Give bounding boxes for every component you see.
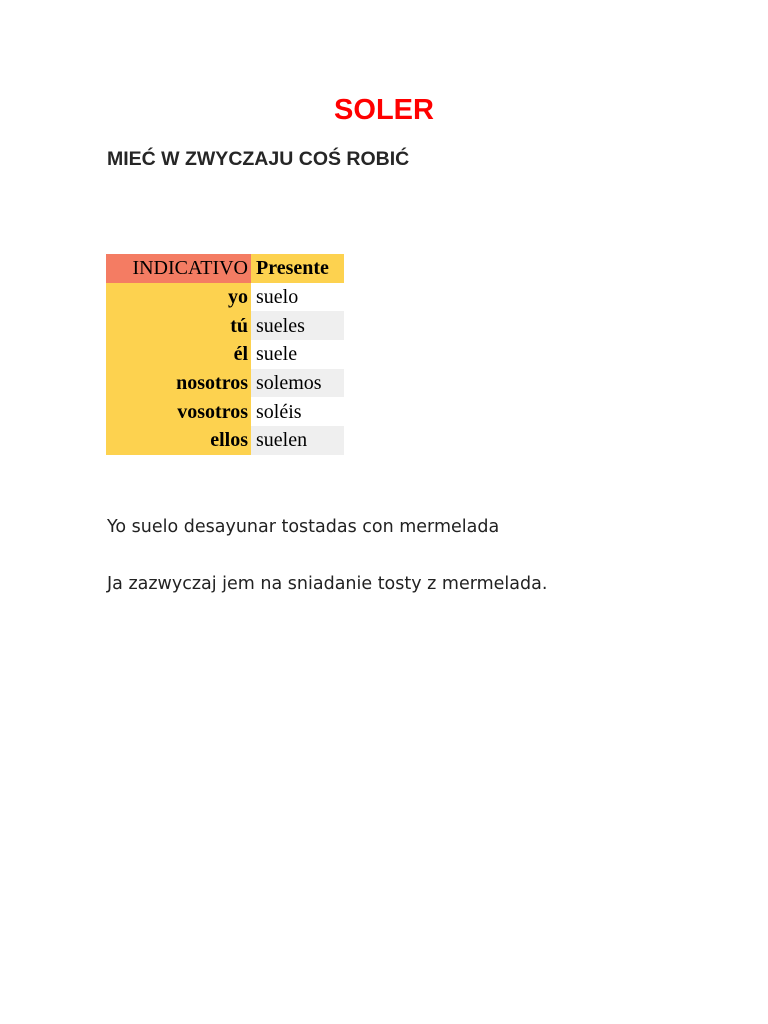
page-subtitle: MIEĆ W ZWYCZAJU COŚ ROBIĆ [107, 148, 410, 170]
verb-form-cell: suele [251, 340, 344, 369]
verb-form-cell: suelen [251, 426, 344, 455]
pronoun-cell: yo [106, 283, 251, 312]
verb-form-cell: sueles [251, 311, 344, 340]
table-row [106, 426, 344, 455]
pronoun-cell: tú [106, 311, 251, 340]
tense-header: Presente [251, 254, 344, 283]
page-title: SOLER [334, 94, 434, 126]
table-header-row [106, 254, 344, 283]
pronoun-cell: ellos [106, 426, 251, 455]
table-row [106, 369, 344, 398]
pronoun-cell: nosotros [106, 369, 251, 398]
pronoun-cell: él [106, 340, 251, 369]
example-sentence-polish: Ja zazwyczaj jem na sniadanie tosty z mermelada. [107, 574, 548, 594]
conjugation-table [106, 254, 344, 455]
table-row [106, 340, 344, 369]
table-row [106, 283, 344, 312]
table-row [106, 311, 344, 340]
table-row [106, 397, 344, 426]
pronoun-cell: vosotros [106, 397, 251, 426]
mood-header: INDICATIVO [106, 254, 251, 283]
verb-form-cell: suelo [251, 283, 344, 312]
verb-form-cell: solemos [251, 369, 344, 398]
verb-form-cell: soléis [251, 397, 344, 426]
example-sentence-spanish: Yo suelo desayunar tostadas con mermelada [107, 517, 500, 537]
